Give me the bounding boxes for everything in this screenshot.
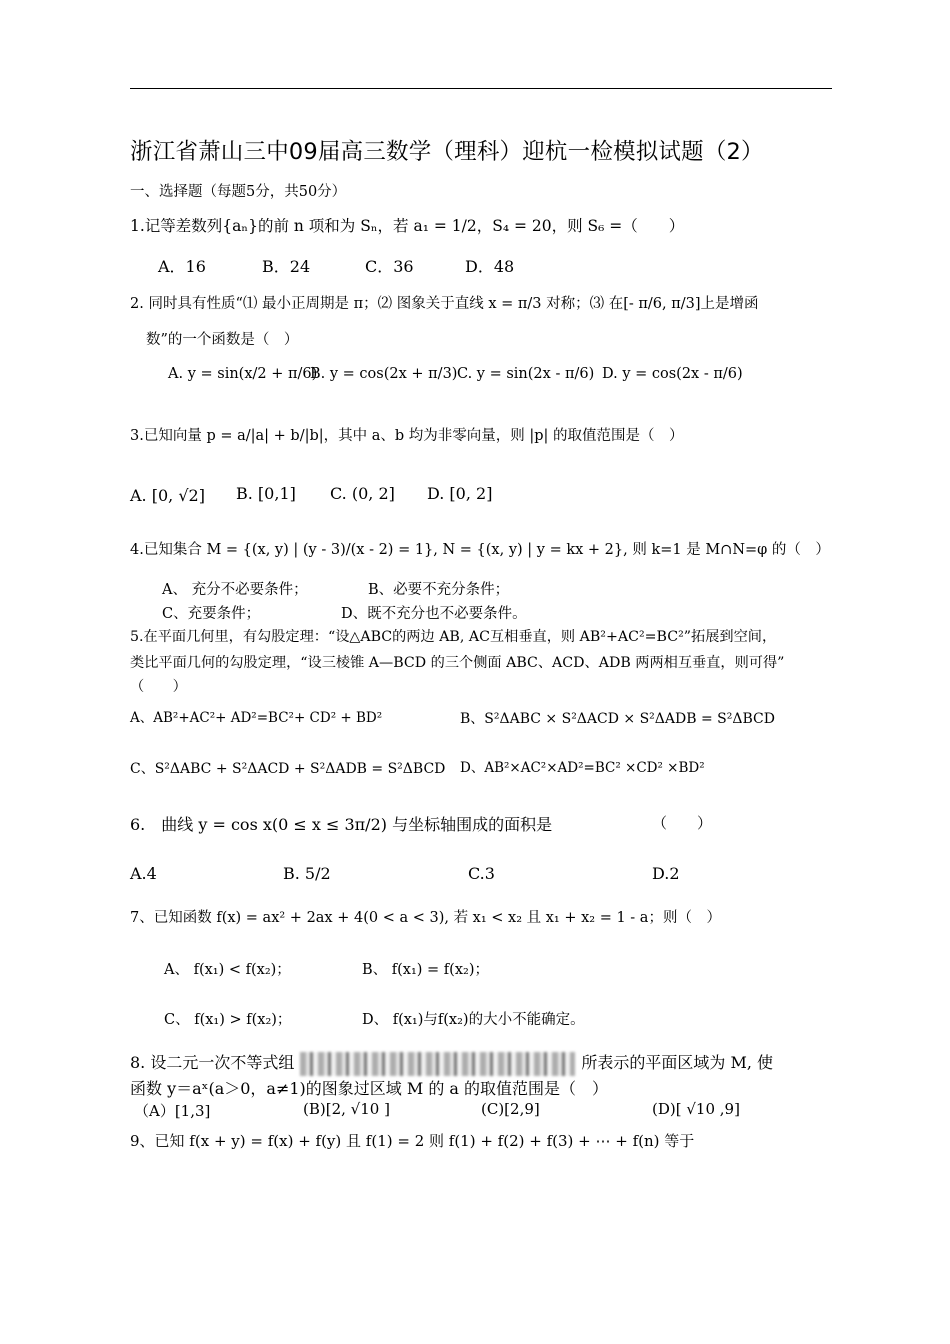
q2-option-c: C. y = sin(2x - π/6) bbox=[457, 366, 595, 382]
q5-option-d: D、AB²×AC²×AD²=BC² ×CD² ×BD² bbox=[460, 760, 705, 776]
q6-paren: （ ） bbox=[652, 814, 713, 832]
q6-option-d: D.2 bbox=[652, 864, 680, 883]
q1-option-a: A．16 bbox=[158, 257, 206, 276]
q5-option-b: B、S²ΔABC × S²ΔACD × S²ΔADB = S²ΔBCD bbox=[460, 711, 775, 727]
question-5-line3: （ ） bbox=[130, 679, 187, 695]
q3-option-b: B. [0,1] bbox=[236, 484, 296, 503]
q2-option-b: B. y = cos(2x + π/3) bbox=[310, 366, 458, 382]
question-5-line2: 类比平面几何的勾股定理，“设三棱锥 A—BCD 的三个侧面 ABC、ACD、ADB 两两相互垂直，则可得” bbox=[130, 655, 785, 671]
question-2-line2: 数”的一个函数是（ ） bbox=[146, 332, 299, 348]
q4-option-a: A、 充分不必要条件； bbox=[162, 582, 308, 598]
question-8-line2: 函数 y＝aˣ(a＞0，a≠1)的图象过区域 M 的 a 的取值范围是（ ） bbox=[130, 1079, 609, 1098]
q6-option-a: A.4 bbox=[130, 864, 157, 883]
inequality-system-image bbox=[300, 1052, 575, 1076]
q8-tail-text: 所表示的平面区域为 M, 使 bbox=[581, 1053, 774, 1072]
q3-option-c: C. (0, 2] bbox=[330, 484, 395, 503]
question-4: 4.已知集合 M = {(x, y) | (y - 3)/(x - 2) = 1}, N = {(x, y) | y = kx + 2}, 则 k=1 是 M∩N=φ 的（ ） bbox=[130, 542, 830, 558]
page-title: 浙江省萧山三中09届高三数学（理科）迎杭一检模拟试题（2） bbox=[130, 139, 764, 165]
section-heading: 一、选择题（每题5分，共50分） bbox=[130, 184, 347, 200]
q1-option-c: C．36 bbox=[365, 257, 414, 276]
q8-option-a: （A）[1,3] bbox=[134, 1102, 211, 1120]
q8-option-d: (D)[ √10 ,9] bbox=[652, 1100, 740, 1118]
q7-option-c: C、 f(x₁) > f(x₂)； bbox=[164, 1012, 292, 1028]
q2-option-a: A. y = sin(x/2 + π/6) bbox=[168, 366, 318, 382]
q4-option-c: C、充要条件； bbox=[162, 606, 261, 622]
question-7: 7、已知函数 f(x) = ax² + 2ax + 4(0 < a < 3), 若 x₁ < x₂ 且 x₁ + x₂ = 1 - a；则（ ） bbox=[130, 910, 721, 926]
header-rule bbox=[130, 88, 832, 89]
q6-option-b: B. 5/2 bbox=[283, 864, 331, 883]
q4-option-d: D、既不充分也不必要条件。 bbox=[341, 606, 527, 622]
q8-option-c: (C)[2,9] bbox=[481, 1100, 540, 1118]
question-9: 9、已知 f(x + y) = f(x) + f(y) 且 f(1) = 2 则 f(1) + f(2) + f(3) + ⋯ + f(n) 等于 bbox=[130, 1132, 695, 1150]
q3-option-d: D. [0, 2] bbox=[427, 484, 493, 503]
question-5-line1: 5.在平面几何里，有勾股定理：“设△ABC的两边 AB, AC互相垂直，则 AB²+AC²=BC²”拓展到空间， bbox=[130, 629, 777, 645]
q7-option-b: B、 f(x₁) = f(x₂)； bbox=[362, 962, 489, 978]
q7-option-d: D、 f(x₁)与f(x₂)的大小不能确定。 bbox=[362, 1012, 585, 1028]
question-8-line1 bbox=[130, 1050, 832, 1076]
q3-option-a: A. [0, √2] bbox=[130, 486, 205, 505]
q7-option-a: A、 f(x₁) < f(x₂)； bbox=[164, 962, 291, 978]
q8-lead-text: 8. 设二元一次不等式组 bbox=[130, 1053, 295, 1072]
question-6: 6. 曲线 y = cos x(0 ≤ x ≤ 3π/2) 与坐标轴围成的面积是 bbox=[130, 815, 553, 834]
question-3: 3.已知向量 p = a/|a| + b/|b|，其中 a、b 均为非零向量，则 |p| 的取值范围是（ ） bbox=[130, 428, 684, 444]
q2-option-d: D. y = cos(2x - π/6) bbox=[602, 366, 743, 382]
q1-option-d: D．48 bbox=[465, 257, 515, 276]
q4-option-b: B、必要不充分条件； bbox=[368, 582, 510, 598]
question-2-line1: 2. 同时具有性质“⑴ 最小正周期是 π；⑵ 图象关于直线 x = π/3 对称；⑶ 在[- π/6, π/3]上是增函 bbox=[130, 296, 759, 312]
q8-option-b: (B)[2, √10 ] bbox=[303, 1100, 390, 1118]
question-1: 1.记等差数列{aₙ}的前 n 项和为 Sₙ，若 a₁ = 1/2，S₄ = 20，则 S₆ =（ ） bbox=[130, 217, 685, 235]
q5-option-c: C、S²ΔABC + S²ΔACD + S²ΔADB = S²ΔBCD bbox=[130, 761, 446, 777]
q5-option-a: A、AB²+AC²+ AD²=BC²+ CD² + BD² bbox=[130, 710, 383, 726]
q1-option-b: B．24 bbox=[262, 257, 311, 276]
q6-option-c: C.3 bbox=[468, 864, 495, 883]
